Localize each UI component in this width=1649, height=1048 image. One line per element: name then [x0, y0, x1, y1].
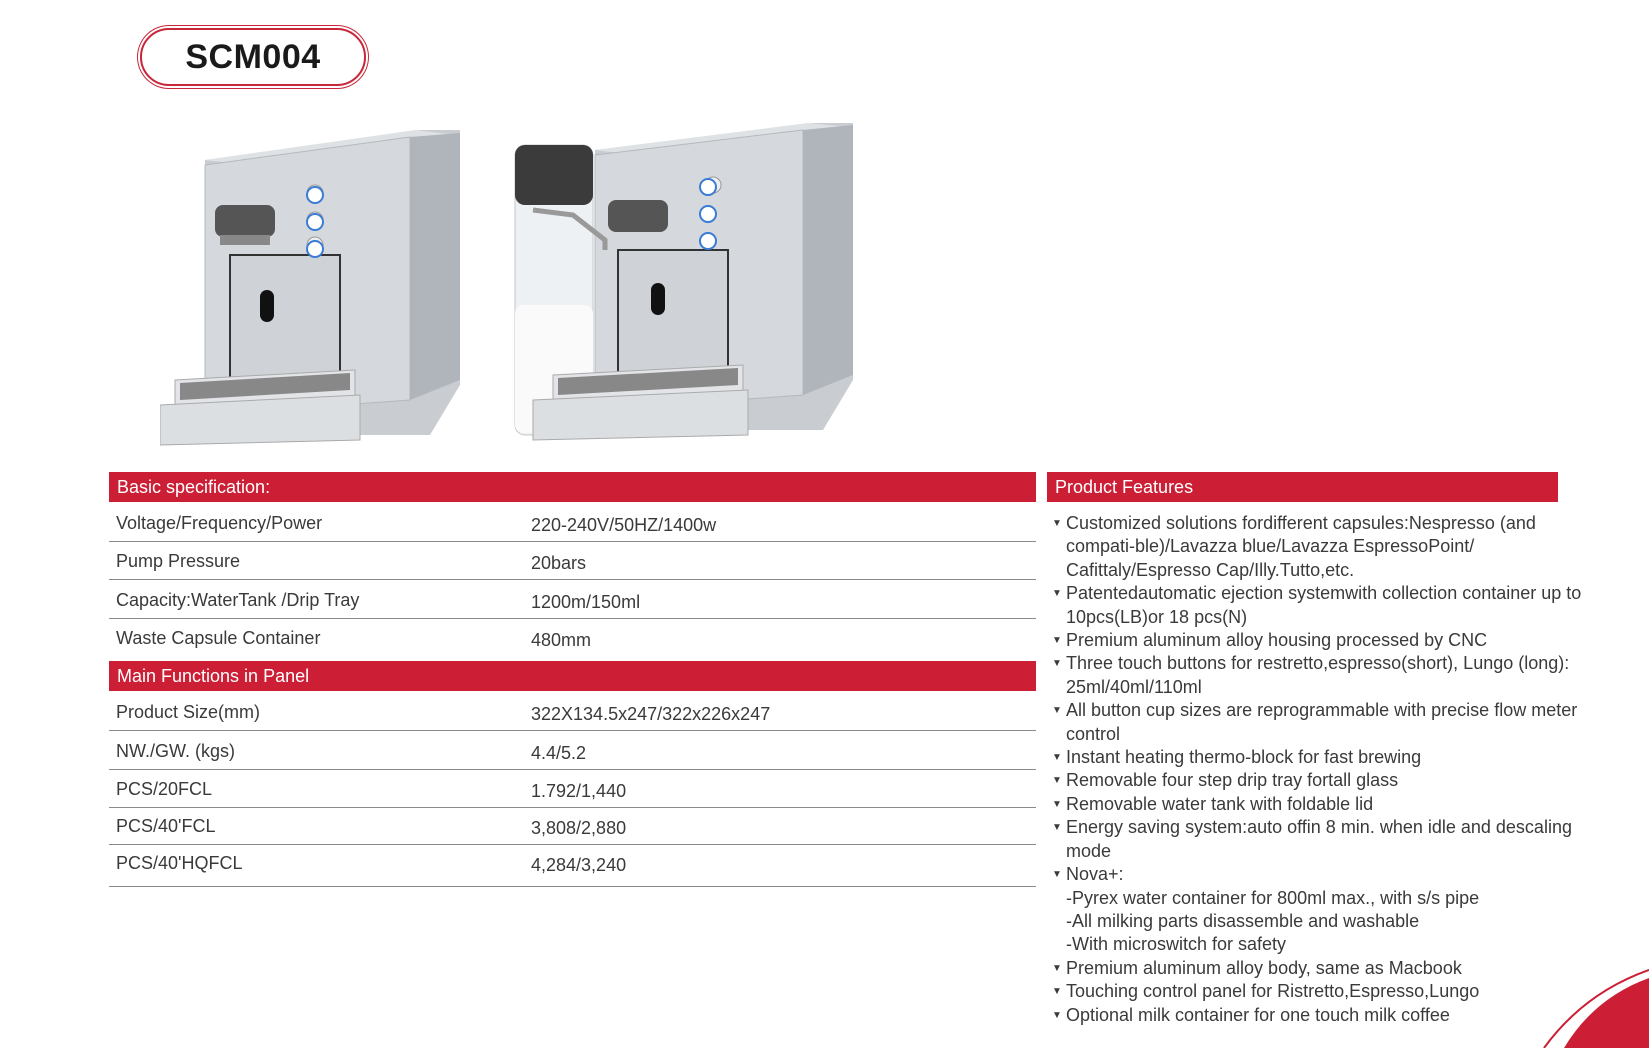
list-item [1052, 957, 1592, 980]
feature-text: Touching control panel for Ristretto,Espresso,Lungo [1066, 981, 1480, 1002]
spec-label: Pump Pressure [116, 551, 241, 571]
bullet-icon: ▼ [1052, 1009, 1062, 1021]
spec-value: 4.4/5.2 [531, 743, 587, 763]
spec-label: PCS/40'HQFCL [116, 853, 243, 873]
bullet-icon: ▼ [1052, 705, 1062, 717]
feature-text: Patentedautomatic ejection systemwith collection container up to 10pcs(LB)or 18 pcs(N) [1066, 583, 1582, 627]
list-item [1052, 652, 1592, 699]
feature-text: All button cup sizes are reprogrammable with precise flow meter control [1066, 700, 1578, 744]
spec-label: NW./GW. (kgs) [116, 741, 235, 761]
spec-value: 322X134.5x247/322x226x247 [531, 704, 771, 724]
feature-text: Premium aluminum alloy housing processed by CNC [1066, 630, 1488, 651]
nova-sub-item: -Pyrex water container for 800ml max., with s/s pipe [1066, 887, 1480, 908]
product-features-list [1052, 512, 1592, 1027]
feature-text: Removable water tank with foldable lid [1066, 793, 1374, 814]
model-title: SCM004 [185, 37, 321, 76]
list-item [1052, 793, 1592, 816]
nova-sub-item: -With microswitch for safety [1066, 934, 1287, 955]
bullet-icon: ▼ [1052, 775, 1062, 787]
list-item [1052, 746, 1592, 769]
feature-text: Instant heating thermo-block for fast brewing [1066, 747, 1422, 768]
bullet-icon: ▼ [1052, 635, 1062, 647]
table-row [109, 503, 1036, 542]
spec-label: PCS/20FCL [116, 779, 213, 799]
spec-value: 3,808/2,880 [531, 818, 627, 838]
spec-label: Waste Capsule Container [116, 628, 321, 648]
spec-value: 1.792/1,440 [531, 781, 627, 801]
feature-text: Nova+: [1066, 864, 1124, 885]
bullet-icon: ▼ [1052, 962, 1062, 974]
main-functions-header: Main Functions in Panel [109, 661, 1036, 691]
model-badge [140, 28, 366, 86]
spec-value: 20bars [531, 553, 587, 573]
list-item [1052, 512, 1592, 582]
feature-text: Premium aluminum alloy body, same as Macbook [1066, 957, 1462, 978]
list-item [1052, 1004, 1592, 1027]
coffee-machine-with-milk-container-image [513, 115, 858, 460]
spec-label: Product Size(mm) [116, 702, 261, 722]
list-item [1052, 629, 1592, 652]
decorative-red-swoosh [1539, 968, 1649, 1048]
basic-spec-header: Basic specification: [109, 472, 1036, 502]
list-item [1052, 582, 1592, 629]
touch-buttons-icon [300, 180, 330, 270]
bullet-icon: ▼ [1052, 518, 1062, 529]
table-row [109, 731, 1036, 770]
spec-value: 4,284/3,240 [531, 855, 627, 875]
bullet-icon: ▼ [1052, 752, 1062, 764]
feature-text: Optional milk container for one touch milk coffee [1066, 1004, 1450, 1025]
nova-sub-item: -All milking parts disassemble and washable [1066, 910, 1420, 931]
bullet-icon: ▼ [1052, 869, 1062, 881]
list-item [1052, 769, 1592, 792]
list-item [1052, 816, 1592, 863]
table-row [109, 769, 1036, 808]
bullet-icon: ▼ [1052, 798, 1062, 810]
bullet-icon: ▼ [1052, 658, 1062, 670]
table-row [109, 692, 1036, 731]
feature-text: Energy saving system:auto offin 8 min. when idle and descaling mode [1066, 817, 1572, 861]
bullet-icon: ▼ [1052, 986, 1062, 998]
spec-value: 480mm [531, 630, 592, 650]
product-features-header: Product Features [1047, 472, 1558, 502]
table-row [109, 541, 1036, 580]
coffee-machine-image [160, 115, 460, 460]
bullet-icon: ▼ [1052, 822, 1062, 834]
bullet-icon: ▼ [1052, 588, 1062, 600]
spec-value: 220-240V/50HZ/1400w [531, 515, 717, 535]
feature-text: Three touch buttons for restretto,espresso(short), Lungo (long): 25ml/40ml/110ml [1066, 653, 1570, 697]
spec-label: Capacity:WaterTank /Drip Tray [116, 590, 360, 610]
spec-label: Voltage/Frequency/Power [116, 513, 323, 533]
list-item [1052, 863, 1592, 957]
list-item [1052, 699, 1592, 746]
feature-text: Customized solutions fordifferent capsules:Nespresso (and compati-ble)/Lavazza blue/Lavazza EspressoPoint/ Cafittaly/Espresso Cap/Illy.Tutto,etc. [1066, 513, 1536, 580]
table-row [109, 843, 1036, 887]
touch-buttons-icon [693, 172, 723, 262]
spec-label: PCS/40'FCL [116, 816, 216, 836]
spec-value: 1200m/150ml [531, 592, 641, 612]
table-row [109, 618, 1036, 656]
list-item [1052, 980, 1592, 1003]
feature-text: Removable four step drip tray fortall glass [1066, 770, 1399, 791]
table-row [109, 580, 1036, 619]
table-row [109, 806, 1036, 845]
